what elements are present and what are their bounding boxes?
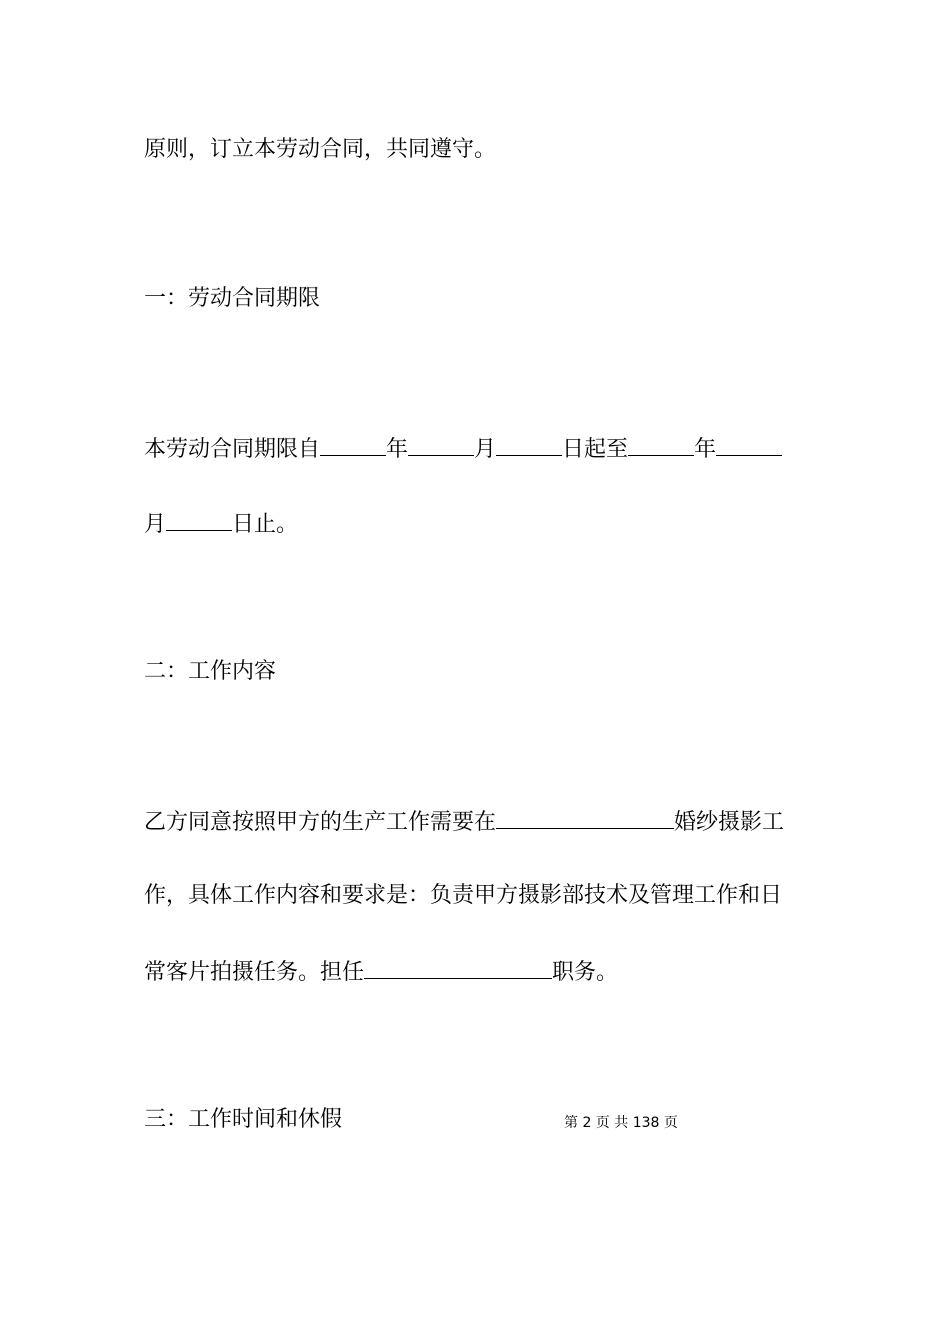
page-indicator-text: 第 2 页 共 138 页	[564, 1115, 678, 1131]
work-line-3	[144, 958, 618, 986]
end-day-blank	[166, 510, 232, 531]
end-day-label: 日止。	[232, 512, 299, 537]
year-label: 年	[386, 437, 409, 462]
start-month-blank	[408, 435, 474, 456]
work-text-3: 作，具体工作内容和要求是：负责甲方摄影部技术及管理工作和日	[144, 883, 783, 908]
page-indicator	[564, 1114, 678, 1132]
end-year-blank	[628, 435, 694, 456]
day-to-label: 日起至	[562, 437, 629, 462]
section-3-heading	[144, 1107, 342, 1133]
work-text-5: 职务。	[552, 960, 619, 985]
term-text-from: 本劳动合同期限自	[144, 437, 321, 462]
intro-text: 原则，订立本劳动合同，共同遵守。	[144, 137, 497, 162]
end-month-label: 月	[144, 512, 167, 537]
work-text-4: 常客片拍摄任务。担任	[144, 960, 365, 985]
section-3-heading-text: 三：工作时间和休假	[144, 1107, 343, 1132]
work-text-2: 婚纱摄影工	[674, 810, 785, 835]
month-label: 月	[474, 437, 497, 462]
work-location-blank	[496, 808, 674, 829]
start-day-blank	[496, 435, 562, 456]
start-year-blank	[320, 435, 386, 456]
work-line-1	[144, 808, 784, 836]
section-2-heading	[144, 659, 276, 685]
term-line-2	[144, 510, 298, 538]
work-line-2	[144, 883, 782, 909]
end-month-blank	[716, 435, 782, 456]
intro-line	[144, 137, 496, 163]
section-2-heading-text: 二：工作内容	[144, 659, 277, 684]
section-1-heading-text: 一：劳动合同期限	[144, 286, 321, 311]
work-text-1: 乙方同意按照甲方的生产工作需要在	[144, 810, 497, 835]
end-year-label: 年	[694, 437, 717, 462]
section-1-heading	[144, 286, 320, 312]
term-line-1	[144, 435, 782, 463]
position-blank	[364, 958, 552, 979]
